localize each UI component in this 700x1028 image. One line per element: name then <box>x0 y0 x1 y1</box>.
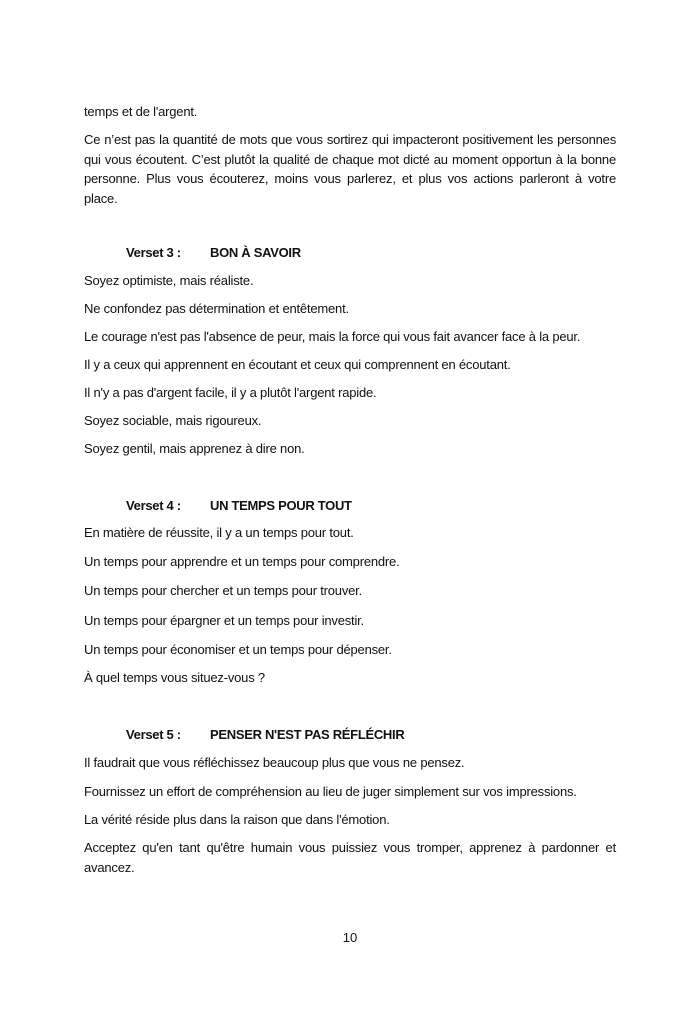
verse-3-line: Soyez gentil, mais apprenez à dire non. <box>84 441 305 456</box>
verse-3-heading <box>126 243 301 262</box>
verse-3-title: BON À SAVOIR <box>210 245 301 260</box>
verse-3-line: Ne confondez pas détermination et entêtement. <box>84 301 349 316</box>
verse-4-label: Verset 4 : <box>126 498 181 513</box>
verse-3-line: Il n'y a pas d'argent facile, il y a plutôt l'argent rapide. <box>84 385 377 400</box>
verse-4-line: Un temps pour apprendre et un temps pour comprendre. <box>84 554 400 569</box>
verse-4-heading <box>126 496 352 515</box>
verse-5-label: Verset 5 : <box>126 727 181 742</box>
intro-continuation: temps et de l'argent. <box>84 104 198 119</box>
verse-3-line: Soyez sociable, mais rigoureux. <box>84 413 262 428</box>
verse-4-line: À quel temps vous situez-vous ? <box>84 670 265 685</box>
verse-3-line: Soyez optimiste, mais réaliste. <box>84 273 254 288</box>
verse-4-line: Un temps pour économiser et un temps pour dépenser. <box>84 642 392 657</box>
verse-4-line: En matière de réussite, il y a un temps pour tout. <box>84 525 354 540</box>
verse-5-line: La vérité réside plus dans la raison que dans l'émotion. <box>84 812 390 827</box>
verse-5-heading <box>126 725 404 744</box>
verse-5-line: Fournissez un effort de compréhension au lieu de juger simplement sur vos impressions. <box>84 784 577 799</box>
page-number: 10 <box>342 930 358 945</box>
verse-5-closing-paragraph: Acceptez qu'en tant qu'être humain vous puissiez vous tromper, apprenez à pardonner et avancez. <box>84 840 616 875</box>
verse-5-line: Il faudrait que vous réfléchissez beaucoup plus que vous ne pensez. <box>84 755 465 770</box>
verse-4-title: UN TEMPS POUR TOUT <box>210 498 352 513</box>
document-page <box>84 0 616 1028</box>
verse-5-title: PENSER N'EST PAS RÉFLÉCHIR <box>210 727 405 742</box>
verse-4-line: Un temps pour épargner et un temps pour investir. <box>84 613 364 628</box>
verse-3-label: Verset 3 : <box>126 245 181 260</box>
verse-4-line: Un temps pour chercher et un temps pour trouver. <box>84 583 362 598</box>
intro-paragraph: Ce n’est pas la quantité de mots que vous sortirez qui impacteront positivement les personnes qui vous écoutent. C’est plutôt la qualité de chaque mot dicté au moment opportun à la bonne personne. Plus vous écouterez, moins vous parlerez, et plus vos actions parleront à votre place. <box>84 132 616 206</box>
verse-3-line: Le courage n'est pas l'absence de peur, mais la force qui vous fait avancer face à la peur. <box>84 329 581 344</box>
verse-3-line: Il y a ceux qui apprennent en écoutant et ceux qui comprennent en écoutant. <box>84 357 511 372</box>
